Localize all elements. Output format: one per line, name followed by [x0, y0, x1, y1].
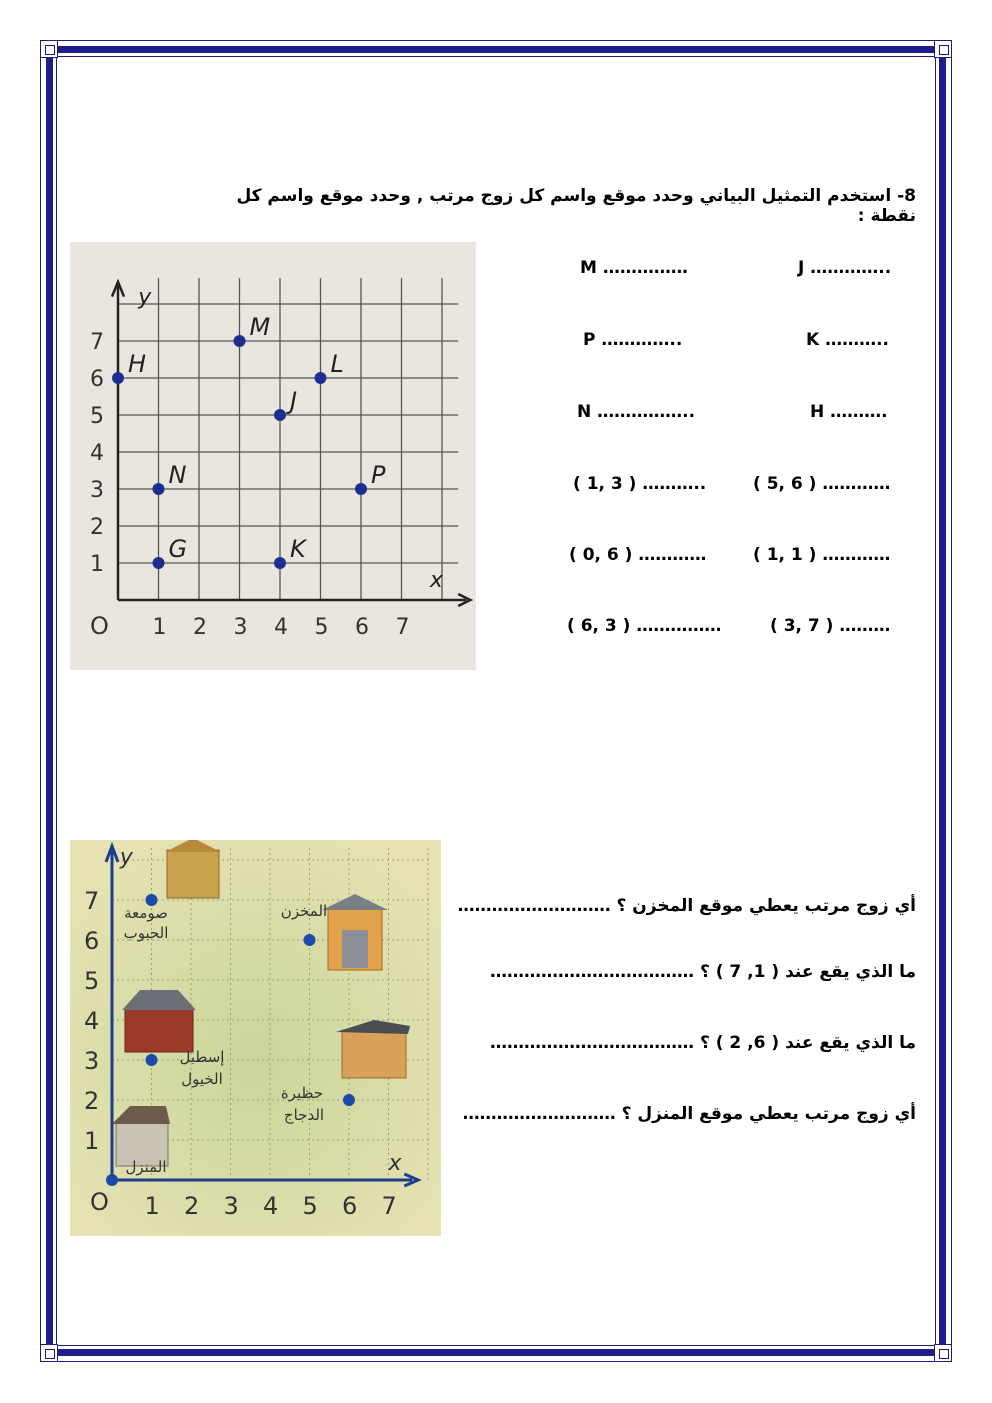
origin-label: O — [90, 1188, 109, 1216]
point-label: J — [290, 387, 298, 415]
y-tick-label: 1 — [84, 1127, 100, 1155]
pair-item: J ………….. — [798, 258, 892, 278]
question-house: أي زوج مرتب يعطي موقع المنزل ؟ ……………………… — [462, 1104, 916, 1124]
place-label: إسطبل — [179, 1048, 225, 1066]
place-label: صومعة — [124, 904, 168, 922]
pair-item: ( 0, 6 ) ………… — [569, 545, 707, 565]
graph-farm-svg — [70, 840, 441, 1236]
x-tick-label: 3 — [223, 1192, 239, 1220]
place-dot — [304, 934, 316, 946]
pair-item: N …………….. — [577, 402, 696, 422]
pair-item: M …………… — [580, 258, 688, 278]
pair-item: ( 1, 1 ) ………… — [753, 545, 891, 565]
point-label: H — [128, 350, 147, 378]
x-tick-label: 7 — [381, 1192, 397, 1220]
x-tick-label: 4 — [274, 615, 288, 640]
point-l — [315, 372, 327, 384]
y-axis-label: y — [119, 845, 133, 870]
silo-icon — [167, 850, 219, 898]
y-tick-label: 5 — [90, 404, 104, 429]
y-tick-label: 6 — [84, 927, 100, 955]
x-tick-label: 1 — [144, 1192, 160, 1220]
point-g — [153, 557, 165, 569]
border-corner-bottom-right — [934, 1344, 952, 1362]
y-tick-label: 4 — [90, 441, 104, 466]
pair-item: K ……….. — [806, 330, 890, 350]
place-dot — [343, 1094, 355, 1106]
place-label: الدجاج — [283, 1106, 325, 1124]
graph-points-svg — [70, 242, 476, 670]
x-axis-label: x — [388, 1151, 402, 1176]
place-dot — [106, 1174, 118, 1186]
storehouse-door-icon — [342, 930, 368, 968]
x-tick-label: 6 — [355, 615, 369, 640]
origin-label: O — [90, 612, 109, 640]
y-tick-label: 7 — [90, 330, 104, 355]
point-label: M — [249, 313, 271, 341]
point-label: N — [168, 461, 187, 489]
place-label: الحبوب — [123, 924, 169, 942]
question-storehouse: أي زوج مرتب يعطي موقع المخزن ؟ ……………………… — [457, 896, 916, 916]
place-label: المنزل — [125, 1158, 167, 1176]
pair-item: ( 5, 6 ) ………… — [753, 474, 891, 494]
y-tick-label: 2 — [84, 1087, 100, 1115]
point-k — [274, 557, 286, 569]
x-tick-label: 4 — [263, 1192, 279, 1220]
coordinate-graph-points — [70, 242, 476, 670]
x-tick-label: 3 — [233, 615, 248, 640]
question-at-1-7: ما الذي يقع عند ( 1, 7 ) ؟ ……………………………… — [490, 962, 916, 982]
y-tick-label: 7 — [84, 887, 100, 915]
point-m — [234, 335, 246, 347]
place-label: الخيول — [181, 1070, 223, 1088]
y-tick-label: 3 — [84, 1047, 100, 1075]
pair-item: ( 3, 7 ) ……… — [770, 616, 891, 636]
question-at-6-2: ما الذي يقع عند ( 6, 2 ) ؟ ……………………………… — [490, 1033, 916, 1053]
y-tick-label: 2 — [90, 515, 104, 540]
point-label: G — [168, 535, 188, 563]
place-label: حظيرة — [280, 1084, 324, 1102]
y-tick-label: 3 — [90, 478, 104, 503]
pair-item: ( 1, 3 ) ……….. — [573, 474, 707, 494]
x-tick-label: 5 — [302, 1192, 318, 1220]
border-corner-bottom-left — [40, 1344, 58, 1362]
x-tick-label: 6 — [342, 1192, 358, 1220]
x-tick-label: 7 — [395, 615, 410, 640]
stable-icon — [125, 1008, 193, 1052]
x-tick-label: 2 — [184, 1192, 200, 1220]
point-label: K — [290, 535, 306, 563]
place-label: المخزن — [280, 902, 328, 920]
pair-item: P ………….. — [583, 330, 683, 350]
point-h — [112, 372, 124, 384]
pair-item: ( 6, 3 ) …………… — [567, 616, 722, 636]
point-j — [274, 409, 286, 421]
x-tick-label: 2 — [193, 615, 207, 640]
x-tick-label: 1 — [152, 615, 167, 640]
x-tick-label: 5 — [314, 615, 329, 640]
place-dot — [146, 1054, 158, 1066]
y-axis-label: y — [138, 285, 152, 310]
x-axis-label: x — [429, 568, 443, 594]
y-tick-label: 4 — [84, 1007, 100, 1035]
point-p — [355, 483, 367, 495]
y-tick-label: 5 — [84, 967, 100, 995]
border-corner-top-left — [40, 40, 58, 58]
point-label: P — [371, 461, 386, 489]
point-n — [153, 483, 165, 495]
border-corner-top-right — [934, 40, 952, 58]
question-title: 8- استخدم التمثيل البياني وحدد موقع واسم كل زوج مرتب , وحدد موقع واسم كل نقطة : — [236, 186, 916, 226]
pair-item: H ………. — [810, 402, 888, 422]
y-tick-label: 6 — [90, 367, 104, 392]
coop-icon — [342, 1030, 406, 1078]
coordinate-graph-farm — [70, 840, 441, 1236]
y-tick-label: 1 — [90, 552, 104, 577]
point-label: L — [330, 350, 344, 378]
